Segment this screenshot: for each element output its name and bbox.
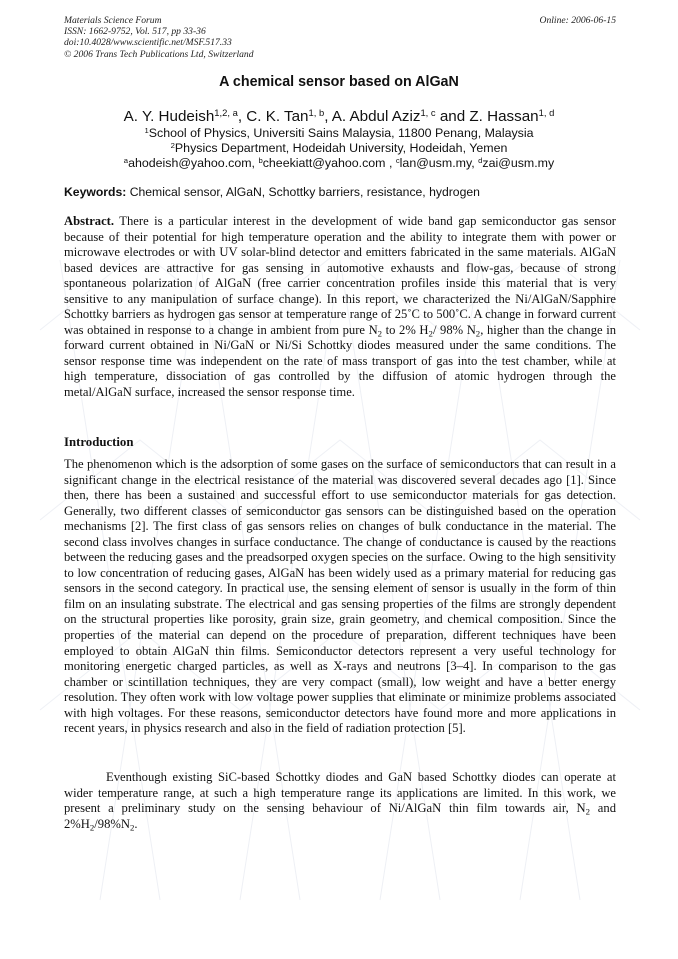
affiliation-1 bbox=[0, 126, 678, 141]
abstract-text: There is a particular interest in the development of wide band gap semiconductor gas sensor because of their potential for high temperature operation and the ability to integrate them with power or microwave electrodes or with UV solar-blind detector and emitters fabricated in the same materials. AlGaN based devices are attractive for gas sensing in automotive exhausts and flow-gas, because of strong spontaneous polarization of AlGaN (free carrier concentration profiles inside this material that is very sensitive to any manipulation of surface change). In this report, we characterized the Ni/AlGaN/Sapphire Schottky barriers as hydrogen gas sensor at temperature range of 25˚C to 500˚C. A change in forward current was obtained in response to a change in ambient from pure N bbox=[64, 214, 616, 337]
abstract-label: Abstract. bbox=[64, 214, 115, 228]
doi: doi:10.4028/www.scientific.net/MSF.517.33 bbox=[64, 37, 232, 49]
keywords-label: Keywords: bbox=[64, 185, 127, 199]
introduction-paragraph-2 bbox=[64, 770, 616, 832]
journal-name: Materials Science Forum bbox=[64, 15, 162, 26]
subscript: 2 bbox=[585, 806, 591, 817]
affiliation-sup: 2 bbox=[170, 140, 175, 150]
abstract-text: / 98% N bbox=[432, 322, 476, 337]
paper-title: A chemical sensor based on AlGaN bbox=[219, 74, 459, 90]
email-sep: , bbox=[251, 156, 259, 170]
email-address: zai@usm.my bbox=[482, 156, 555, 170]
email-sep: , bbox=[385, 156, 396, 170]
email-sup: d bbox=[478, 155, 483, 165]
keywords-text: Chemical sensor, AlGaN, Schottky barriers, resistance, hydrogen bbox=[126, 185, 480, 199]
email-sup: c bbox=[395, 155, 400, 165]
author-list bbox=[0, 108, 678, 125]
affiliation-2 bbox=[0, 141, 678, 156]
online-date: Online: 2006-06-15 bbox=[539, 15, 616, 26]
email-address: lan@usm.my bbox=[399, 156, 472, 170]
introduction-paragraph-1: The phenomenon which is the adsorption of some gases on the surface of semiconductors that can result in a significant change in the electrical resistance of the material was discovered several decades ago [1]. Since then, there has been a sustained and successful effort to use semiconductor materials for gas detection. Generally, two different classes of semiconductor gas sensors can be distinguished based on the operation mechanisms [2]. The first class of gas sensors relies on changes of bulk conductance in the material. The second class involves changes in surface conductance. The change of conductance is caused by the reactions between the reducing gases and the preadsorped oxygen species on the surface. Owing to the high sensitivity to low concentration of reducing gases, AlGaN has been widely used as a primary material for reducing gas sensors in the second category. In practical use, the sensing element of sensor is usually in the form of thin film on an insulating substrate. The electrical and gas sensing properties of the films are strongly dependent on the structural properties like porosity, grain size, grain geometry, and chemical composition. Since the properties of the material can depend on the procedure of preparation, different techniques have been employed to obtain AlGaN thin films. Semiconductor detectors represent a very useful technology for monitoring energetic charged particles, as well as X-rays and neutrons [3–4]. In comparison to the gas chamber or scintillation techniques, they are very compact (small), low weight and have a better energy resolution. They often work with low voltage power supplies that eliminate or minimize problems associated with high voltages. For these reasons, semiconductor detectors have found more and more applications in recent years, in physics research and also in the field of radiation protection [5]. bbox=[64, 457, 616, 736]
affiliation-text: School of Physics, Universiti Sains Malaysia, 11800 Penang, Malaysia bbox=[148, 126, 534, 140]
keywords bbox=[64, 185, 616, 199]
email-sup: b bbox=[258, 155, 263, 165]
email-address: ahodeish@yahoo.com bbox=[128, 156, 252, 170]
affiliation-text: Physics Department, Hodeidah University, Hodeidah, Yemen bbox=[174, 141, 508, 155]
author-name: A. Y. Hudeish bbox=[123, 108, 215, 125]
affiliation-sup: 1 bbox=[144, 125, 149, 135]
subscript: 2 bbox=[129, 822, 135, 833]
abstract bbox=[64, 214, 616, 401]
subscript: 2 bbox=[377, 328, 383, 339]
abstract-text: , higher than the change in forward current obtained in Ni/GaN or Ni/Si Schottky diodes measured under the same conditions. The sensor response time was independent on the rate of mass transport of gas into the test chamber, while at high temperature, dissociation of gas controlled by the diffusion of atomic hydrogen through the metal/AlGaN surface, increased the sensor response time. bbox=[64, 322, 616, 400]
author-sup: 1, b bbox=[308, 106, 325, 118]
author-sup: 1, c bbox=[420, 106, 436, 118]
author-name: A. Abdul Aziz bbox=[331, 108, 421, 125]
paragraph-text: /98%N bbox=[94, 816, 130, 831]
email-address: cheekiatt@yahoo.com bbox=[262, 156, 386, 170]
author-sup: 1,2, a bbox=[214, 106, 238, 118]
email-list bbox=[0, 156, 678, 171]
paragraph-text: . bbox=[134, 816, 138, 831]
paragraph-text: and 2%H bbox=[64, 801, 616, 831]
author-name: C. K. Tan bbox=[246, 108, 309, 125]
section-heading-introduction: Introduction bbox=[64, 435, 134, 449]
abstract-text: to 2% H bbox=[382, 322, 429, 337]
author-sep: , bbox=[324, 108, 332, 125]
email-sep: , bbox=[471, 156, 479, 170]
paragraph-text: Eventhough existing SiC-based Schottky diodes and GaN based Schottky diodes can operate at wider temperature range, at such a high temperature range its applications are limited. In this work, we present a preliminary study on the sensing behaviour of Ni/AlGaN thin film towards air, N bbox=[64, 770, 616, 816]
copyright: © 2006 Trans Tech Publications Ltd, Switzerland bbox=[64, 48, 254, 60]
journal-header bbox=[64, 15, 616, 60]
author-sep: , bbox=[237, 108, 247, 125]
email-sup: a bbox=[123, 155, 129, 165]
author-sup: 1, d bbox=[538, 106, 555, 118]
issn: ISSN: 1662-9752, Vol. 517, pp 33-36 bbox=[64, 26, 206, 38]
subscript: 2 bbox=[89, 822, 95, 833]
subscript: 2 bbox=[428, 328, 433, 339]
author-name: Z. Hassan bbox=[469, 108, 539, 125]
author-sep: and bbox=[435, 108, 470, 125]
subscript: 2 bbox=[475, 328, 481, 339]
